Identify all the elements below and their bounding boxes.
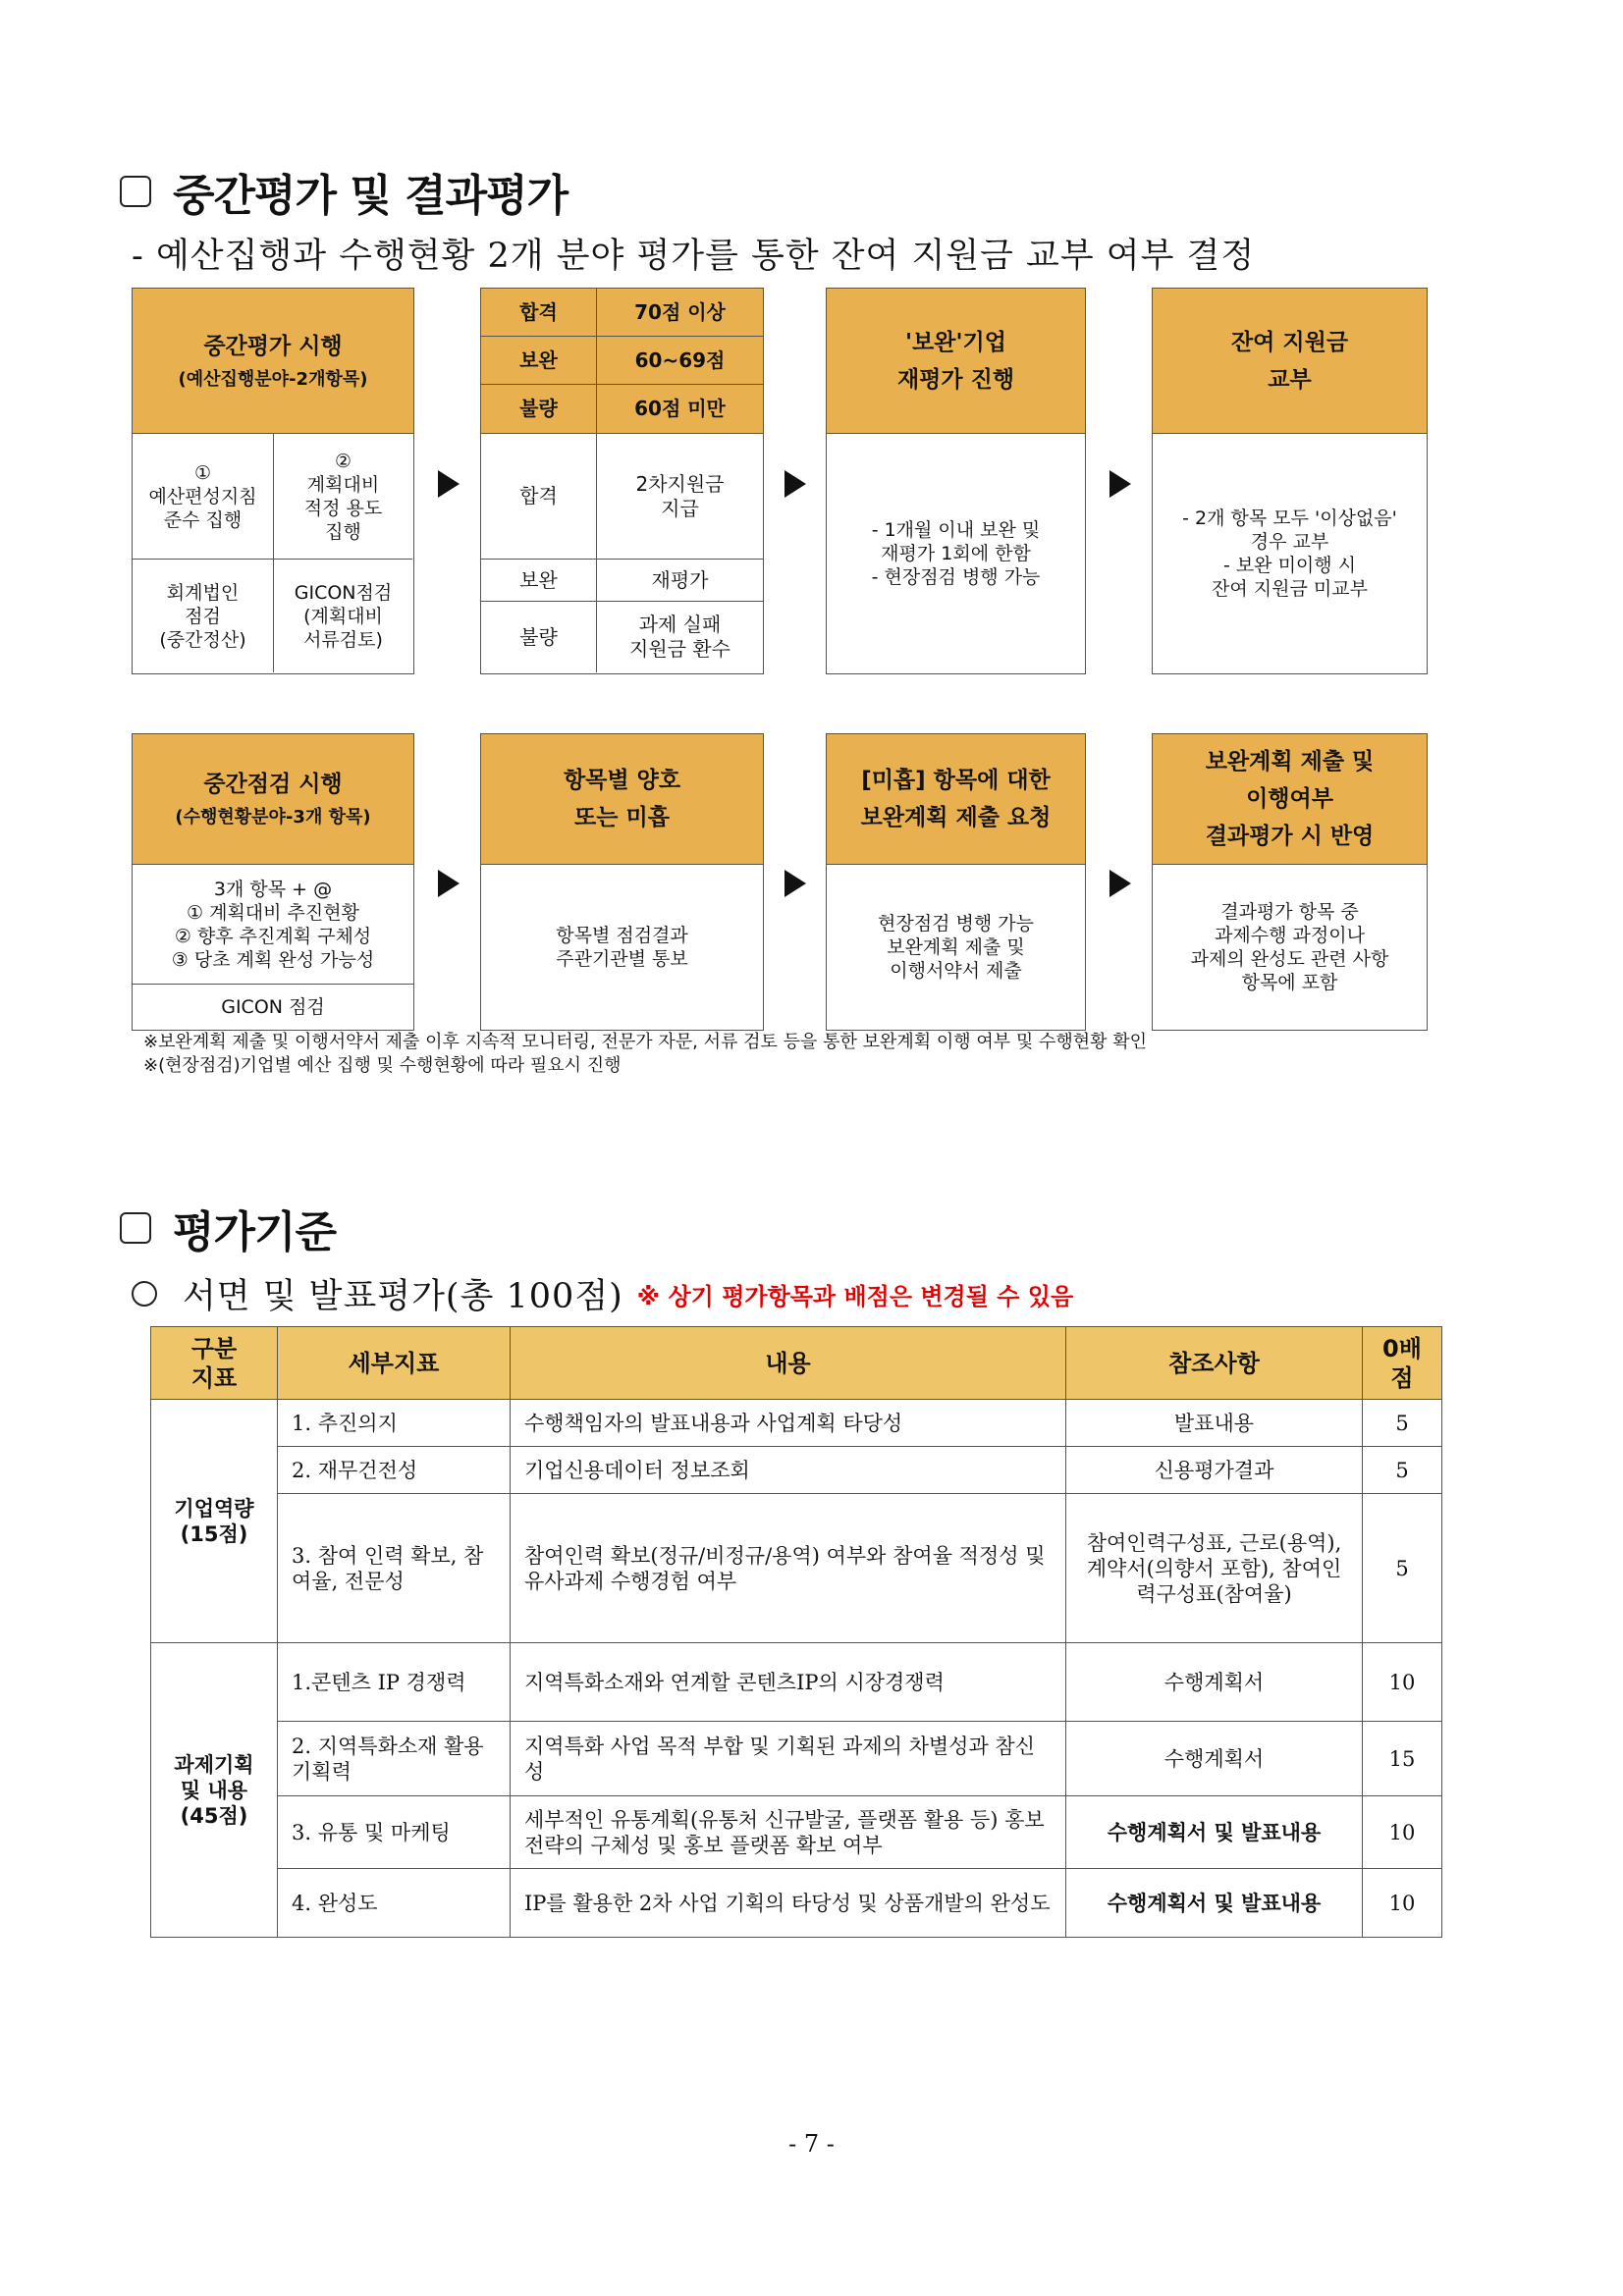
header-detail: 세부지표 — [278, 1327, 511, 1400]
header-category: 구분 지표 — [151, 1327, 278, 1400]
criteria-subheading — [132, 1269, 1073, 1318]
footnote: ※(현장점검)기업별 예산 집행 및 수행현황에 따라 필요시 진행 — [143, 1055, 622, 1076]
result-row-fail: 불량 과제 실패 지원금 환수 — [481, 602, 763, 672]
grade-row-supplement: 보완 60~69점 — [481, 337, 763, 385]
section-subtitle: - 예산집행과 수행현황 2개 분야 평가를 통한 잔여 지원금 교부 여부 결정 — [132, 237, 1256, 276]
flow1-box3-title: '보완'기업 — [905, 329, 1006, 355]
footnote: ※보완계획 제출 및 이행서약서 제출 이후 지속적 모니터링, 전문가 자문, 서류 검토 등을 통한 보완계획 이행 여부 및 수행현황 확인 — [143, 1032, 1148, 1052]
flow-arrow-icon — [784, 470, 806, 498]
flow-arrow-icon — [1109, 470, 1131, 498]
flow1-box-reevaluation: '보완'기업 재평가 진행 - 1개월 이내 보완 및 재평가 1회에 한함 - 현장점검 병행 가능 — [826, 288, 1086, 674]
flow1-box1-cell-gicon: GICON점검 (계획대비 서류검토) — [294, 581, 393, 651]
circle-bullet-icon — [132, 1281, 157, 1307]
table-header-row — [151, 1327, 1442, 1400]
table-row: 3. 유통 및 마케팅 세부적인 유통계획(유통처 신규발굴, 플랫폼 활용 등) 홍보 전략의 구체성 및 홍보 플랫폼 확보 여부 수행계획서 및 발표내용 10 — [151, 1796, 1442, 1869]
flow-arrow-icon — [438, 870, 460, 897]
flow2-box2-body: 항목별 점검결과 주관기관별 통보 — [556, 924, 688, 970]
flow2-box-supplement-request: [미흡] 항목에 대한 보완계획 제출 요청 현장점검 병행 가능 보완계획 제출 및 이행서약서 제출 — [826, 733, 1086, 1031]
checkbox-square-icon — [120, 176, 151, 207]
flow2-box-mid-check: 중간점검 시행 (수행현황분야-3개 항목) 3개 항목 + @ ① 계획대비 추진현황 ② 향후 추진계획 구체성 ③ 당초 계획 완성 가능성 GICON 점검 — [132, 733, 414, 1031]
page-number: - 7 - — [788, 2130, 835, 2158]
table-row: 기업역량 (15점) 1. 추진의지 수행책임자의 발표내용과 사업계획 타당성 발표내용 5 — [151, 1400, 1442, 1447]
criteria-table — [150, 1326, 1442, 1938]
flow1-box4-body: - 2개 항목 모두 '이상없음' 경우 교부 - 보완 미이행 시 잔여 지원금 미교부 — [1182, 507, 1397, 600]
table-row: 과제기획 및 내용 (45점) 1.콘텐츠 IP 경쟁력 지역특화소재와 연계할 콘텐츠IP의 시장경쟁력 수행계획서 10 — [151, 1643, 1442, 1722]
section-title: 평가기준 — [173, 1207, 337, 1257]
section-title: 중간평가 및 결과평가 — [173, 171, 568, 221]
flow1-box1-subtitle: (예산집행분야-2개항목) — [178, 368, 368, 390]
flow1-box1-header — [133, 289, 413, 434]
flow2-box1-footer: GICON 점검 — [221, 995, 325, 1018]
category-cell: 기업역량 (15점) — [151, 1400, 278, 1643]
header-score: 0배 점 — [1363, 1327, 1442, 1400]
result-row-pass: 합격 2차지원금 지급 — [481, 434, 763, 560]
flow2-box2-title: 항목별 양호 — [563, 768, 681, 793]
grade-row-fail: 불량 60점 미만 — [481, 385, 763, 434]
flow2-box3-title: [미흡] 항목에 대한 — [861, 768, 1051, 793]
table-row: 4. 완성도 IP를 활용한 2차 사업 기획의 타당성 및 상품개발의 완성도 수행계획서 및 발표내용 10 — [151, 1869, 1442, 1938]
flow1-box1-cell-usage: ② 계획대비 적정 용도 집행 — [274, 434, 412, 560]
flow1-box4-title: 잔여 지원금 — [1230, 329, 1349, 355]
checkbox-square-icon — [120, 1212, 151, 1244]
grade-row-pass: 합격 70점 이상 — [481, 289, 763, 337]
flow1-box-midterm-eval — [132, 288, 414, 674]
flow1-box1-title: 중간평가 시행 — [203, 333, 343, 359]
footnotes — [143, 1031, 1439, 1078]
section-heading-evaluation — [120, 160, 568, 223]
flow1-box1-cell-accounting: 회계법인 점검 (중간정산) — [133, 560, 274, 672]
flow-arrow-icon — [438, 470, 460, 498]
flow2-box4-title: 보완계획 제출 및 — [1205, 749, 1375, 774]
flow1-box-grading — [480, 288, 764, 674]
flow1-box3-body: - 1개월 이내 보완 및 재평가 1회에 한함 - 현장점검 병행 가능 — [871, 518, 1041, 588]
category-cell: 과제기획 및 내용 (45점) — [151, 1643, 278, 1938]
flow2-box4-body: 결과평가 항목 중 과제수행 과정이나 과제의 완성도 관련 사항 항목에 포함 — [1190, 900, 1389, 993]
criteria-subtitle: 서면 및 발표평가(총 100점) — [183, 1277, 623, 1316]
flow2-box-final-reflect: 보완계획 제출 및 이행여부 결과평가 시 반영 결과평가 항목 중 과제수행 과정이나 과제의 완성도 관련 사항 항목에 포함 — [1152, 733, 1428, 1031]
flow1-box1-cell-budget: ① 예산편성지침 준수 집행 — [133, 434, 274, 560]
header-content: 내용 — [511, 1327, 1066, 1400]
result-row-supplement: 보완 재평가 — [481, 560, 763, 602]
flow2-box1-title: 중간점검 시행 — [203, 772, 343, 797]
warning-note: ※ 상기 평가항목과 배점은 변경될 수 있음 — [636, 1282, 1074, 1310]
flow2-box1-body: 3개 항목 + @ ① 계획대비 추진현황 ② 향후 추진계획 구체성 ③ 당초 계획 완성 가능성 — [133, 865, 413, 985]
table-row: 3. 참여 인력 확보, 참여율, 전문성 참여인력 확보(정규/비정규/용역) 여부와 참여율 적정성 및 유사과제 수행경험 여부 참여인력구성표, 근로(용역), 계약서(의향서 포함), 참여인력구성표(참여율) 5 — [151, 1494, 1442, 1643]
flow-arrow-icon — [1109, 870, 1131, 897]
flow2-box-item-status: 항목별 양호 또는 미흡 항목별 점검결과 주관기관별 통보 — [480, 733, 764, 1031]
flow1-box-remaining-grant: 잔여 지원금 교부 - 2개 항목 모두 '이상없음' 경우 교부 - 보완 미이행 시 잔여 지원금 미교부 — [1152, 288, 1428, 674]
section-heading-criteria — [120, 1197, 336, 1259]
table-row: 2. 지역특화소재 활용 기획력 지역특화 사업 목적 부합 및 기획된 과제의 차별성과 참신성 수행계획서 15 — [151, 1722, 1442, 1796]
table-row: 2. 재무건전성 기업신용데이터 정보조회 신용평가결과 5 — [151, 1447, 1442, 1494]
header-reference: 참조사항 — [1066, 1327, 1363, 1400]
flow2-box3-body: 현장점검 병행 가능 보완계획 제출 및 이행서약서 제출 — [878, 912, 1034, 982]
flow-arrow-icon — [784, 870, 806, 897]
